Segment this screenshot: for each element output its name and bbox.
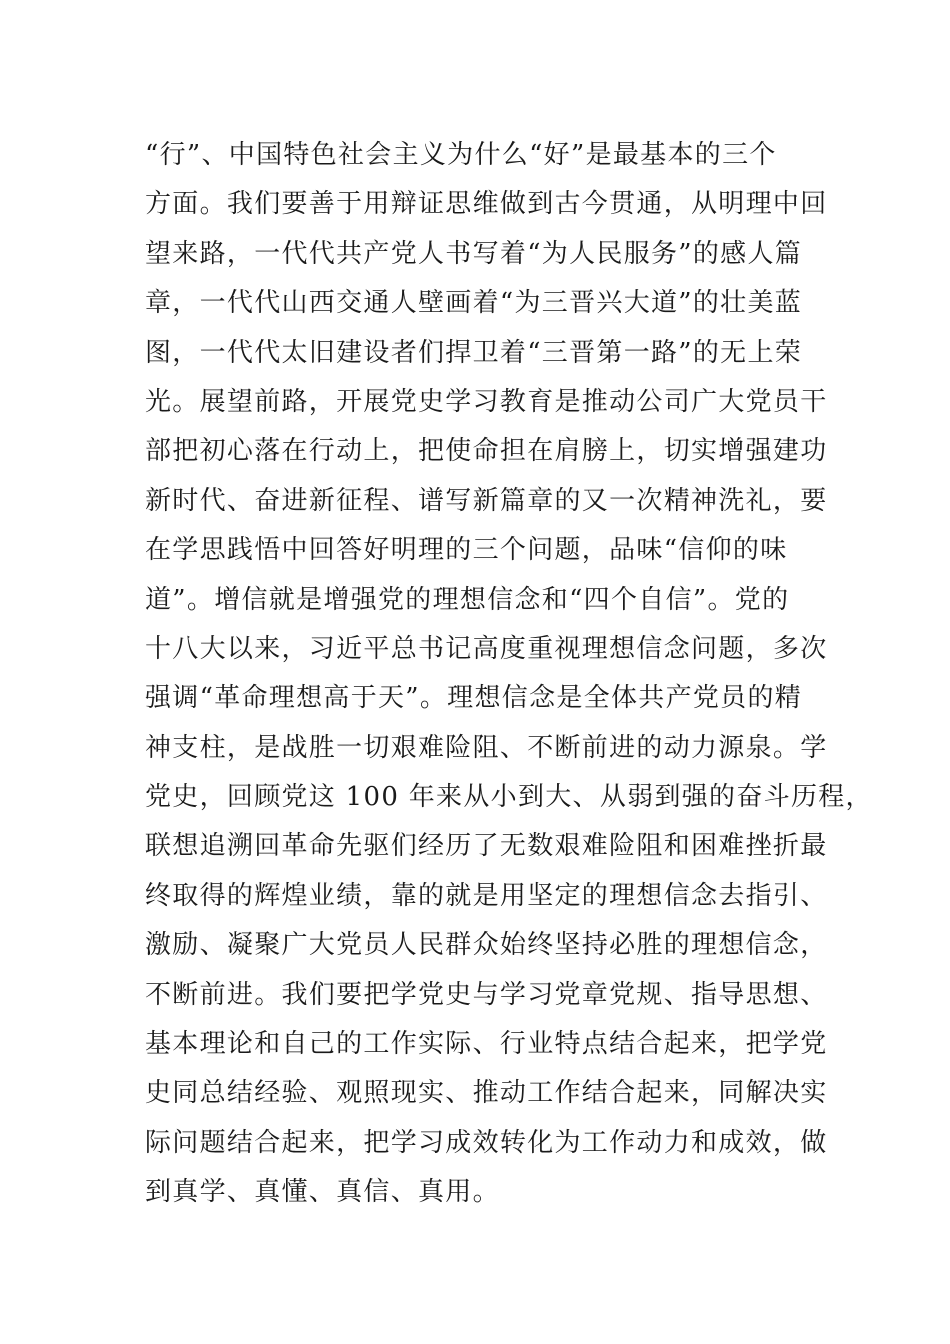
text-line: 际问题结合起来，把学习成效转化为工作动力和成效，做 bbox=[145, 1127, 828, 1158]
text-line: 道”。增信就是增强党的理想信念和“四个自信”。党的 bbox=[145, 584, 790, 615]
text-line: 联想追溯回革命先驱们经历了无数艰难险阻和困难挫折最 bbox=[145, 831, 828, 862]
text-line: 强调“革命理想高于天”。理想信念是全体共产党员的精 bbox=[145, 683, 803, 714]
text-line: 图，一代代太旧建设者们捍卫着“三晋第一路”的无上荣 bbox=[145, 337, 803, 368]
text-line: 望来路，一代代共产党人书写着“为人民服务”的感人篇 bbox=[145, 238, 803, 269]
text-line: 终取得的辉煌业绩，靠的就是用坚定的理想信念去指引、 bbox=[145, 880, 828, 911]
text-line: 党史，回顾党这 100 年来从小到大、从弱到强的奋斗历程， bbox=[145, 782, 873, 813]
text-line: 神支柱，是战胜一切艰难险阻、不断前进的动力源泉。学 bbox=[145, 732, 828, 763]
text-line: 在学思践悟中回答好明理的三个问题，品味“信仰的味 bbox=[145, 535, 788, 566]
text-line: “行”、中国特色社会主义为什么“好”是最基本的三个 bbox=[145, 140, 777, 170]
text-line: 部把初心落在行动上，把使命担在肩膀上，切实增强建功 bbox=[145, 436, 828, 467]
text-line: 方面。我们要善于用辩证思维做到古今贯通，从明理中回 bbox=[145, 189, 828, 220]
text-line: 不断前进。我们要把学党史与学习党章党规、指导思想、 bbox=[145, 979, 828, 1010]
text-line: 史同总结经验、观照现实、推动工作结合起来，同解决实 bbox=[145, 1078, 828, 1109]
text-line: 章，一代代山西交通人壁画着“为三晋兴大道”的壮美蓝 bbox=[145, 288, 803, 319]
text-line: 到真学、真懂、真信、真用。 bbox=[145, 1177, 500, 1208]
text-line: 基本理论和自己的工作实际、行业特点结合起来，把学党 bbox=[145, 1029, 828, 1060]
text-line: 光。展望前路，开展党史学习教育是推动公司广大党员干 bbox=[145, 386, 828, 417]
text-line: 新时代、奋进新征程、谱写新篇章的又一次精神洗礼，要 bbox=[145, 485, 828, 516]
text-line: 激励、凝聚广大党员人民群众始终坚持必胜的理想信念， bbox=[145, 930, 828, 961]
body-paragraph bbox=[145, 131, 873, 1218]
text-line: 十八大以来，习近平总书记高度重视理想信念问题，多次 bbox=[145, 633, 828, 664]
